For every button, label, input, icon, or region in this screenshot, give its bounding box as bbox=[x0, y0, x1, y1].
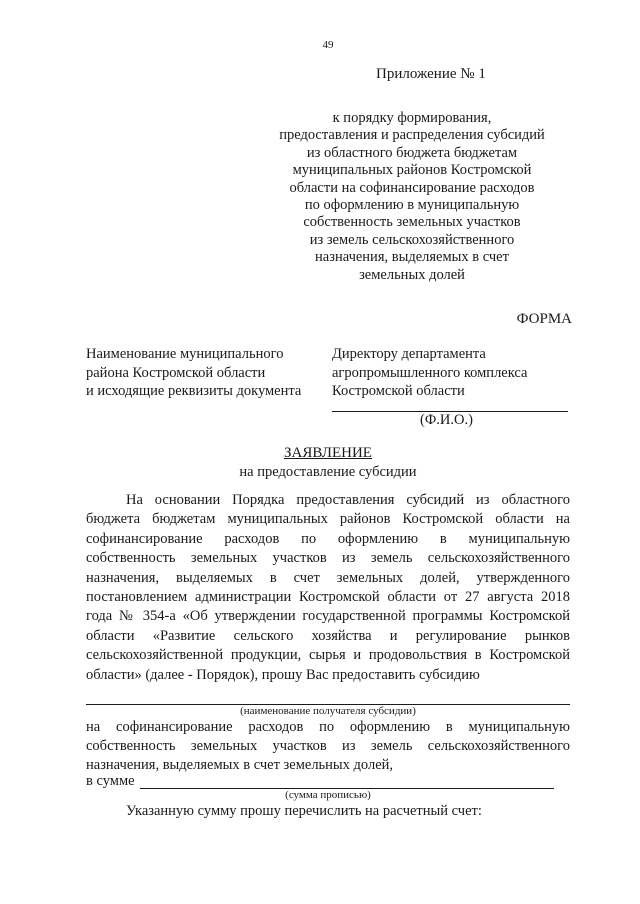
sender-line: Наименование муниципального bbox=[86, 346, 284, 362]
fio-caption: (Ф.И.О.) bbox=[420, 412, 473, 428]
addressee-line: агропромышленного комплекса bbox=[332, 364, 528, 381]
appendix-line: к порядку формирования, bbox=[332, 110, 492, 126]
appendix-line: из областного бюджета бюджетам bbox=[306, 144, 518, 161]
account-request-text: Указанную сумму прошу перечислить на расчетный счет: bbox=[126, 803, 482, 819]
appendix-line: предоставления и распределения субсидий bbox=[279, 127, 545, 144]
body-paragraph-text: На основании Порядка предоставления субсидий из областного бюджета бюджетам муниципальных районов Костромской области на софинансирование расходов по оформлению в муниципальную собственность земельных участков из земель сельскохозяйственного назначения, выделяемых в счет земельных долей, утвержденного постановлением администрации Костромской области от 27 августа 2018 года № 354-а «Об утверждении государственной программы Костромской области «Развитие сельского хозяйства и регулирование рынков сельскохозяйственной продукции, сырья и продовольствия в Костромской области» (далее - Порядок), прошу Вас предоставить субсидию bbox=[86, 492, 570, 683]
sender-line: и исходящие реквизиты документа bbox=[86, 383, 302, 399]
appendix-title: Приложение № 1 bbox=[376, 66, 486, 82]
appendix-line: собственность земельных участков bbox=[303, 214, 521, 231]
page-number: 49 bbox=[322, 39, 334, 51]
appendix-line: муниципальных районов Костромской bbox=[292, 162, 532, 179]
body-paragraph bbox=[86, 491, 570, 685]
appendix-line: из земель сельскохозяйственного bbox=[309, 231, 515, 248]
recipient-caption: (наименование получателя субсидии) bbox=[240, 705, 416, 717]
appendix-line: по оформлению в муниципальную bbox=[304, 197, 520, 214]
addressee-block bbox=[332, 345, 572, 401]
sender-line: района Костромской области bbox=[86, 364, 266, 381]
document-title: ЗАЯВЛЕНИЕ bbox=[284, 445, 372, 461]
purpose-paragraph: на софинансирование расходов по оформлению в муниципальную собственность земельных участков из земель сельскохозяйственного назначения, выделяемых в счет земельных долей, bbox=[86, 719, 570, 773]
appendix-description bbox=[276, 110, 548, 284]
addressee-line: Директору департамента bbox=[332, 346, 486, 362]
amount-caption: (сумма прописью) bbox=[285, 789, 371, 801]
sender-block bbox=[86, 345, 326, 401]
form-label: ФОРМА bbox=[516, 311, 572, 327]
amount-label: в сумме bbox=[86, 773, 135, 789]
document-subtitle: на предоставление субсидии bbox=[239, 464, 417, 480]
appendix-line: назначения, выделяемых в счет bbox=[315, 249, 509, 266]
appendix-line: области на софинансирование расходов bbox=[289, 179, 535, 196]
appendix-line: земельных долей bbox=[359, 266, 465, 283]
addressee-line: Костромской области bbox=[332, 383, 465, 399]
